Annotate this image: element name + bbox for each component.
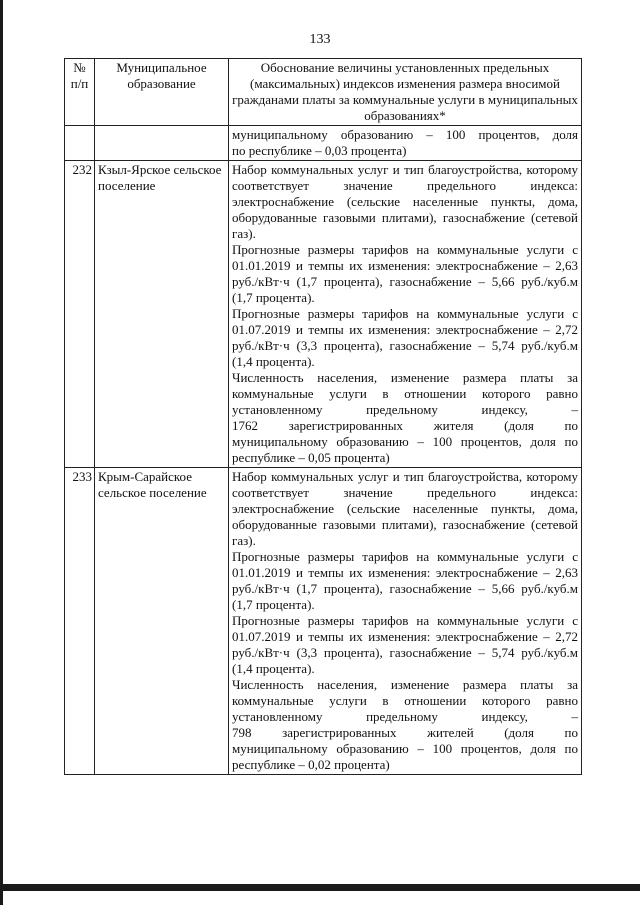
table-row	[65, 161, 582, 468]
population-text-b: 1762 зарегистрированных жителя (доля по	[232, 418, 578, 433]
population-text-c: муниципальному образованию – 100 процентов, доля по республике – 0,02 процента)	[232, 741, 578, 772]
table-row	[65, 468, 582, 775]
row-num: 233	[65, 468, 95, 775]
table-header-row	[65, 59, 582, 126]
page-number: 133	[309, 32, 331, 47]
header-justification: Обоснование величины установленных предельных (максимальных) индексов изменения размера вносимой гражданами платы за коммунальные услуги в муниципальных образованиях*	[229, 59, 582, 126]
tariff-jul-text: Прогнозные размеры тарифов на коммунальные услуги с 01.07.2019 и темпы их изменения: электроснабжение – 2,72 руб./кВт·ч (3,3 процента), газоснабжение – 5,74 руб./куб.м (1,4 процента).	[232, 306, 578, 369]
row-num: 232	[65, 161, 95, 468]
continuation-line1: муниципальному образованию – 100 процентов, доля	[232, 127, 578, 142]
tariff-jul-text: Прогнозные размеры тарифов на коммунальные услуги с 01.07.2019 и темпы их изменения: электроснабжение – 2,72 руб./кВт·ч (3,3 процента), газоснабжение – 5,74 руб./куб.м (1,4 процента).	[232, 613, 578, 676]
header-num: № п/п	[65, 59, 95, 126]
population-text-b: 798 зарегистрированных жителей (доля по	[232, 725, 578, 740]
row-municipality: Крым-Сарайское сельское поселение	[95, 468, 229, 775]
row-justification	[229, 161, 582, 468]
population-text-c: муниципальному образованию – 100 процентов, доля по республике – 0,05 процента)	[232, 434, 578, 465]
header-municipality: Муниципальное образование	[95, 59, 229, 126]
population-text-a: Численность населения, изменение размера платы за коммунальные услуги в отношении которого равно установленному предельному индексу, –	[232, 677, 578, 724]
continuation-num-cell	[65, 126, 95, 161]
continuation-row	[65, 126, 582, 161]
tariff-jan-text: Прогнозные размеры тарифов на коммунальные услуги с 01.01.2019 и темпы их изменения: электроснабжение – 2,63 руб./кВт·ч (1,7 процента), газоснабжение – 5,66 руб./куб.м (1,7 процента).	[232, 549, 578, 612]
continuation-name-cell	[95, 126, 229, 161]
indices-table	[64, 58, 582, 775]
scan-left-edge	[0, 0, 3, 905]
continuation-text-cell	[229, 126, 582, 161]
row-justification	[229, 468, 582, 775]
utility-set-text: Набор коммунальных услуг и тип благоустройства, которому соответствует значение предельного индекса: электроснабжение (сельские населенные пункты, дома, оборудованные газовыми плитами), газоснабжение (сетевой газ).	[232, 469, 578, 548]
tariff-jan-text: Прогнозные размеры тарифов на коммунальные услуги с 01.01.2019 и темпы их изменения: электроснабжение – 2,63 руб./кВт·ч (1,7 процента), газоснабжение – 5,66 руб./куб.м (1,7 процента).	[232, 242, 578, 305]
row-municipality: Кзыл-Ярское сельское поселение	[95, 161, 229, 468]
population-text-a: Численность населения, изменение размера платы за коммунальные услуги в отношении которого равно установленному предельному индексу, –	[232, 370, 578, 417]
scan-bottom-bar	[0, 884, 640, 891]
continuation-line2: по республике – 0,03 процента)	[232, 143, 407, 158]
utility-set-text: Набор коммунальных услуг и тип благоустройства, которому соответствует значение предельного индекса: электроснабжение (сельские населенные пункты, дома, оборудованные газовыми плитами), газоснабжение (сетевой газ).	[232, 162, 578, 241]
